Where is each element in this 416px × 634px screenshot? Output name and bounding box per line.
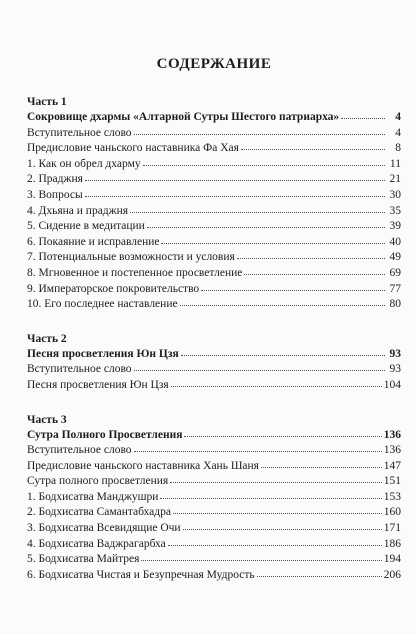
dot-leader — [170, 472, 382, 483]
dot-leader — [134, 360, 385, 371]
toc-entry — [27, 203, 401, 219]
toc-entry — [27, 361, 401, 377]
entry-title: Песня просветления Юн Цзя — [27, 347, 179, 360]
toc-parts — [27, 95, 401, 582]
entry-page-number: 136 — [383, 428, 401, 441]
toc-entry — [27, 156, 401, 172]
entry-page-number: 171 — [383, 522, 401, 535]
part-label: Часть 2 — [27, 332, 67, 345]
entry-page-number: 147 — [383, 459, 401, 472]
toc-entry — [27, 473, 401, 489]
entry-title: Вступительное слово — [27, 444, 132, 457]
entry-title: 1. Как он обрел дхарму — [27, 157, 141, 170]
dot-leader — [257, 566, 382, 577]
toc-entry — [27, 265, 401, 281]
dot-leader — [147, 217, 385, 228]
entry-title: 6. Бодхисатва Чистая и Безупречная Мудрость — [27, 568, 255, 581]
entry-page-number: 104 — [383, 378, 401, 391]
dot-leader — [173, 503, 382, 514]
dot-leader — [181, 345, 385, 356]
entry-title: 10. Его последнее наставление — [27, 298, 178, 311]
entry-title: Предисловие чаньского наставника Фа Хая — [27, 142, 239, 155]
entry-page-number: 136 — [383, 444, 401, 457]
entry-page-number: 4 — [395, 126, 401, 139]
dot-leader — [201, 280, 385, 291]
toc-entry — [27, 281, 401, 297]
toc-entry — [27, 140, 401, 156]
entry-page-number: 39 — [389, 220, 401, 233]
entry-title: Сутра полного просветления — [27, 475, 169, 488]
entry-page-number: 30 — [389, 188, 401, 201]
part-label: Часть 1 — [27, 96, 67, 108]
entry-page-number: 11 — [389, 157, 401, 170]
dot-leader — [168, 535, 382, 546]
entry-title: Вступительное слово — [27, 126, 132, 139]
entry-title: Предисловие чаньского наставника Хань Шаня — [27, 459, 259, 472]
entry-title: 7. Потенциальные возможности и условия — [27, 251, 235, 264]
entry-title: Сокровище дхармы «Алтарной Сутры Шестого патриарха» — [27, 111, 340, 123]
entry-title: 2. Бодхисатва Самантабхадра — [27, 506, 171, 519]
dot-leader — [237, 248, 385, 259]
entry-title: Сутра Полного Просветления — [27, 428, 183, 441]
dot-leader — [261, 457, 382, 468]
entry-page-number: 40 — [389, 235, 401, 248]
dot-leader — [130, 202, 385, 213]
dot-leader — [180, 295, 385, 306]
toc-part — [27, 413, 401, 583]
entry-title: Вступительное слово — [27, 363, 132, 376]
toc-entry — [27, 442, 401, 458]
toc-entry — [27, 171, 401, 187]
entry-page-number: 4 — [395, 111, 401, 123]
entry-title: 5. Бодхисатва Майтрея — [27, 553, 140, 566]
dot-leader — [341, 108, 385, 119]
entry-page-number: 153 — [383, 490, 401, 503]
toc-entry — [27, 234, 401, 250]
toc-entry — [27, 489, 401, 505]
entry-title: Песня просветления Юн Цзя — [27, 378, 169, 391]
toc-section-heading — [27, 427, 401, 443]
entry-page-number: 49 — [389, 251, 401, 264]
entry-page-number: 80 — [389, 298, 401, 311]
entry-page-number: 186 — [383, 537, 401, 550]
dot-leader — [141, 550, 381, 561]
dot-leader — [160, 488, 381, 499]
dot-leader — [244, 264, 385, 275]
entry-title: 1. Бодхисатва Манджушри — [27, 490, 159, 503]
toc-entry — [27, 377, 401, 393]
entry-page-number: 93 — [389, 347, 401, 360]
dot-leader — [241, 139, 385, 150]
dot-leader — [134, 124, 385, 135]
dot-leader — [134, 441, 382, 452]
dot-leader — [85, 186, 385, 197]
toc-section-heading — [27, 109, 401, 125]
toc-section-heading — [27, 346, 401, 362]
entry-title: 4. Дхьяна и праджня — [27, 204, 129, 217]
entry-title: 5. Сидение в медитации — [27, 220, 145, 233]
dot-leader — [184, 426, 381, 437]
entry-title: 9. Императорское покровительство — [27, 282, 200, 295]
entry-page-number: 194 — [383, 553, 401, 566]
entry-page-number: 21 — [389, 173, 401, 186]
toc-entry — [27, 458, 401, 474]
toc-part — [27, 332, 401, 393]
part-label: Часть 3 — [27, 413, 67, 426]
entry-page-number: 206 — [383, 568, 401, 581]
toc-part — [27, 95, 401, 312]
entry-title: 4. Бодхисатва Ваджрагарбха — [27, 537, 166, 550]
toc-entry — [27, 567, 401, 583]
entry-page-number: 151 — [383, 475, 401, 488]
dot-leader — [171, 376, 382, 387]
toc-entry — [27, 536, 401, 552]
entry-page-number: 77 — [389, 282, 401, 295]
entry-page-number: 69 — [389, 266, 401, 279]
toc-entry — [27, 187, 401, 203]
toc-entry — [27, 249, 401, 265]
toc-entry — [27, 218, 401, 234]
dot-leader — [143, 155, 385, 166]
toc-entry — [27, 296, 401, 312]
entry-title: 8. Мгновенное и постепенное просветление — [27, 266, 243, 279]
entry-page-number: 35 — [389, 204, 401, 217]
dot-leader — [183, 519, 382, 530]
entry-page-number: 8 — [395, 142, 401, 155]
page-title: СОДЕРЖАНИЕ — [156, 56, 272, 72]
toc-entry — [27, 125, 401, 141]
entry-title: 6. Покаяние и исправление — [27, 235, 160, 248]
entry-page-number: 93 — [389, 363, 401, 376]
entry-title: 2. Праджня — [27, 173, 83, 186]
toc-entry — [27, 551, 401, 567]
dot-leader — [161, 233, 385, 244]
dot-leader — [85, 170, 385, 181]
entry-page-number: 160 — [383, 506, 401, 519]
toc-entry — [27, 520, 401, 536]
toc-entry — [27, 504, 401, 520]
table-of-contents — [27, 56, 401, 582]
entry-title: 3. Вопросы — [27, 188, 83, 201]
entry-title: 3. Бодхисатва Всевидящие Очи — [27, 522, 181, 535]
